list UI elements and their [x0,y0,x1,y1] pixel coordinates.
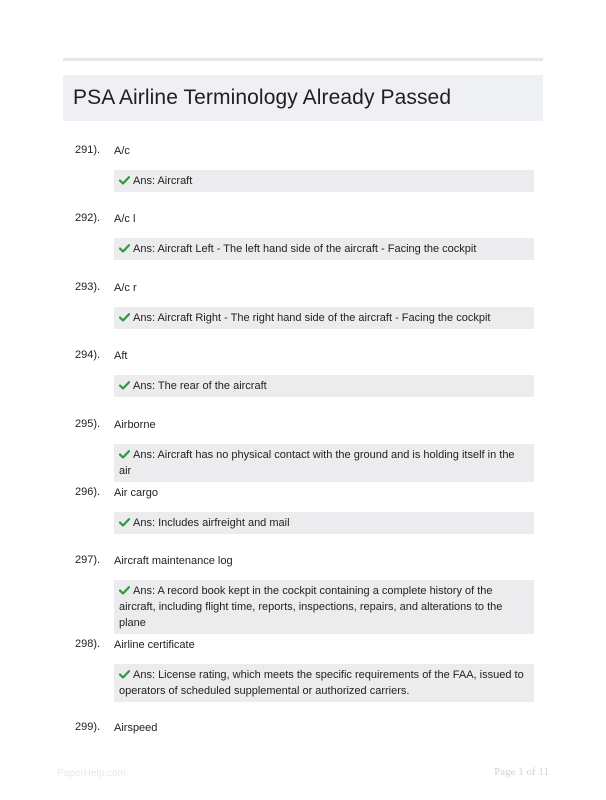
page-number: Page 1 of 11 [494,766,549,778]
question-number: 294). [75,349,101,361]
check-icon [119,244,130,253]
answer-box [114,664,534,702]
question-number: 297). [75,554,101,566]
question-term: A/c r [114,282,137,294]
question-number: 295). [75,418,101,430]
title-banner [63,75,543,121]
question-term: Aft [114,350,128,362]
question-term: Airspeed [114,722,158,734]
check-icon [119,176,130,185]
question-number: 298). [75,638,101,650]
answer-text: Ans: The rear of the aircraft [133,380,267,392]
question-number: 291). [75,144,101,156]
question-term: Aircraft maintenance log [114,555,233,567]
question-term: Airline certificate [114,639,195,651]
top-divider [63,58,543,61]
question-term: A/c [114,145,130,157]
answer-box [114,444,534,482]
question-number: 299). [75,721,101,733]
question-number: 293). [75,281,101,293]
answer-text: Ans: Aircraft [133,175,193,187]
question-number: 296). [75,486,101,498]
answer-box [114,580,534,634]
check-icon [119,586,130,595]
answer-box [114,375,534,397]
check-icon [119,313,130,322]
answer-box [114,170,534,192]
answer-box [114,307,534,329]
answer-text: Ans: Aircraft has no physical contact with the ground and is holding itself in the air [119,449,515,477]
check-icon [119,450,130,459]
check-icon [119,670,130,679]
question-number: 292). [75,212,101,224]
answer-text: Ans: Aircraft Right - The right hand side of the aircraft - Facing the cockpit [133,312,491,324]
answer-box [114,238,534,260]
answer-text: Ans: Includes airfreight and mail [133,517,290,529]
page-title: PSA Airline Terminology Already Passed [73,86,452,109]
footer-watermark: PaperHelp.com [57,768,126,779]
question-term: Air cargo [114,487,159,499]
check-icon [119,518,130,527]
answer-text: Ans: License rating, which meets the specific requirements of the FAA, issued to operators of scheduled supplemental or authorized carriers. [119,669,524,697]
question-term: Airborne [114,419,156,431]
answer-box [114,512,534,534]
check-icon [119,381,130,390]
answer-text: Ans: A record book kept in the cockpit containing a complete history of the aircraft, including flight time, reports, inspections, repairs, and alterations to the plane [119,585,503,629]
answer-text: Ans: Aircraft Left - The left hand side of the aircraft - Facing the cockpit [133,243,477,255]
question-term: A/c l [114,213,136,225]
